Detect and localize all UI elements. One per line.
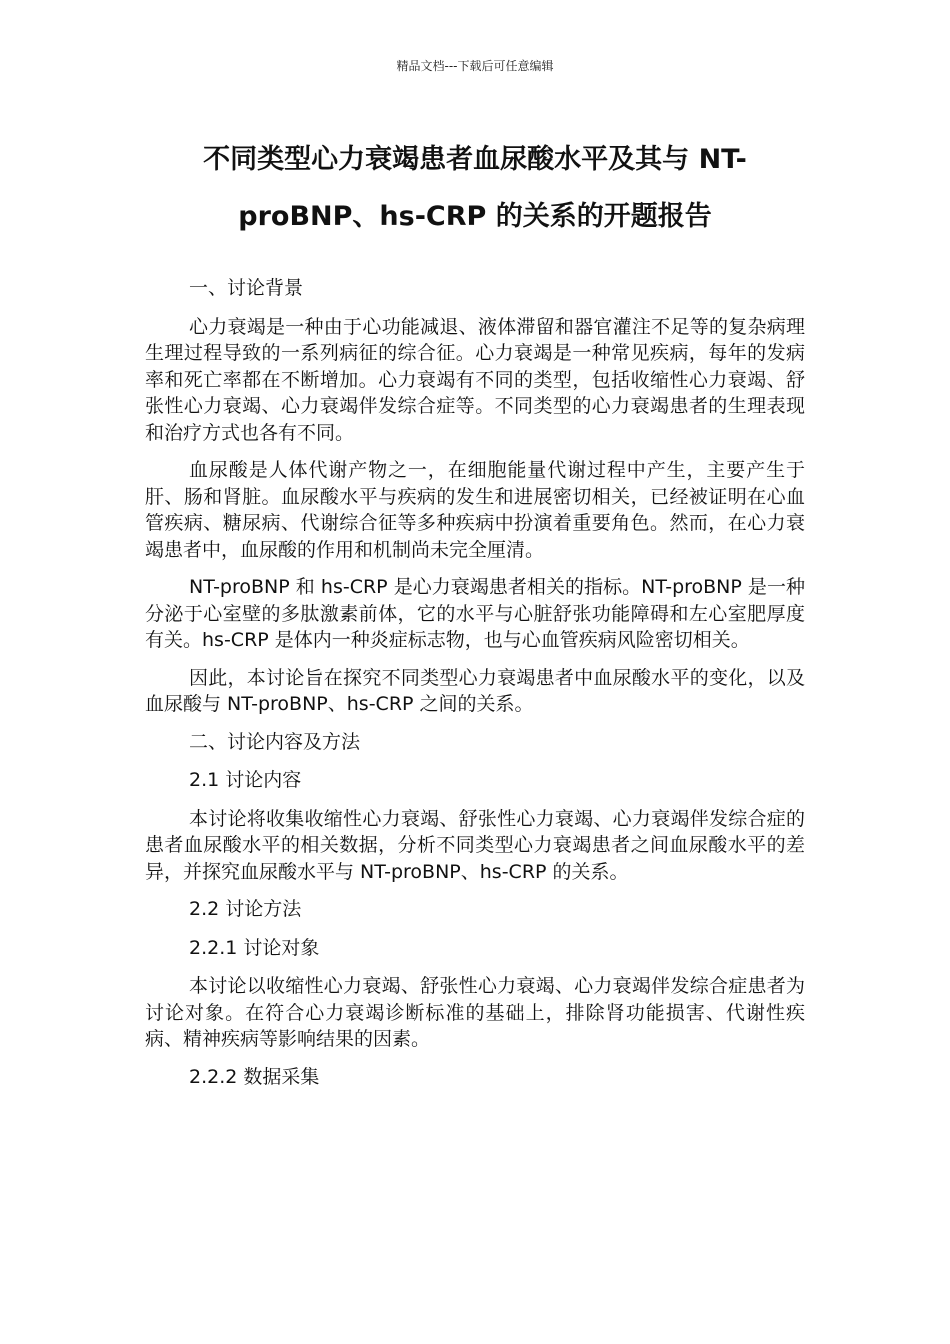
paragraph-uric-acid: 血尿酸是人体代谢产物之一，在细胞能量代谢过程中产生，主要产生于肝、肠和肾脏。血尿酸水平与疾病的发生和进展密切相关，已经被证明在心血管疾病、糖尿病、代谢综合征等多种疾病中扮演着重要角色。然而，在心力衰竭患者中，血尿酸的作用和机制尚未完全厘清。 <box>145 459 805 561</box>
document-title <box>150 131 800 245</box>
paragraph-aim: 因此，本讨论旨在探究不同类型心力衰竭患者中血尿酸水平的变化，以及血尿酸与 NT-proBNP、hs-CRP 之间的关系。 <box>145 666 805 715</box>
subsection-heading-subjects: 2.2.1 讨论对象 <box>189 936 320 959</box>
section-heading-background: 一、讨论背景 <box>189 277 304 299</box>
paragraph-content: 本讨论将收集收缩性心力衰竭、舒张性心力衰竭、心力衰竭伴发综合症的患者血尿酸水平的相关数据，分析不同类型心力衰竭患者之间血尿酸水平的差异，并探究血尿酸水平与 NT-proBNP、hs-CRP 的关系。 <box>145 807 805 883</box>
paragraph-markers: NT-proBNP 和 hs-CRP 是心力衰竭患者相关的指标。NT-proBNP 是一种分泌于心室壁的多肽激素前体，它的水平与心脏舒张功能障碍和左心室肥厚度有关。hs-CRP 是体内一种炎症标志物，也与心血管疾病风险密切相关。 <box>145 576 805 651</box>
subsection-heading-data-collection: 2.2.2 数据采集 <box>189 1065 320 1088</box>
title-line-1: 不同类型心力衰竭患者血尿酸水平及其与 NT- <box>203 144 747 175</box>
paragraph-heart-failure-intro: 心力衰竭是一种由于心功能减退、液体滞留和器官灌注不足等的复杂病理生理过程导致的一系列病征的综合征。心力衰竭是一种常见疾病，每年的发病率和死亡率都在不断增加。心力衰竭有不同的类型，包括收缩性心力衰竭、舒张性心力衰竭、心力衰竭伴发综合症等。不同类型的心力衰竭患者的生理表现和治疗方式也各有不同。 <box>145 315 805 444</box>
section-heading-content-methods: 二、讨论内容及方法 <box>189 730 361 753</box>
paragraph-subjects: 本讨论以收缩性心力衰竭、舒张性心力衰竭、心力衰竭伴发综合症患者为讨论对象。在符合心力衰竭诊断标准的基础上，排除肾功能损害、代谢性疾病、精神疾病等影响结果的因素。 <box>145 975 805 1050</box>
subsection-heading-methods: 2.2 讨论方法 <box>189 898 302 920</box>
page-header: 精品文档---下载后可任意编辑 <box>396 59 554 73</box>
subsection-heading-content: 2.1 讨论内容 <box>189 769 302 791</box>
title-line-2: proBNP、hs-CRP 的关系的开题报告 <box>238 201 712 232</box>
document-body <box>145 275 805 1102</box>
